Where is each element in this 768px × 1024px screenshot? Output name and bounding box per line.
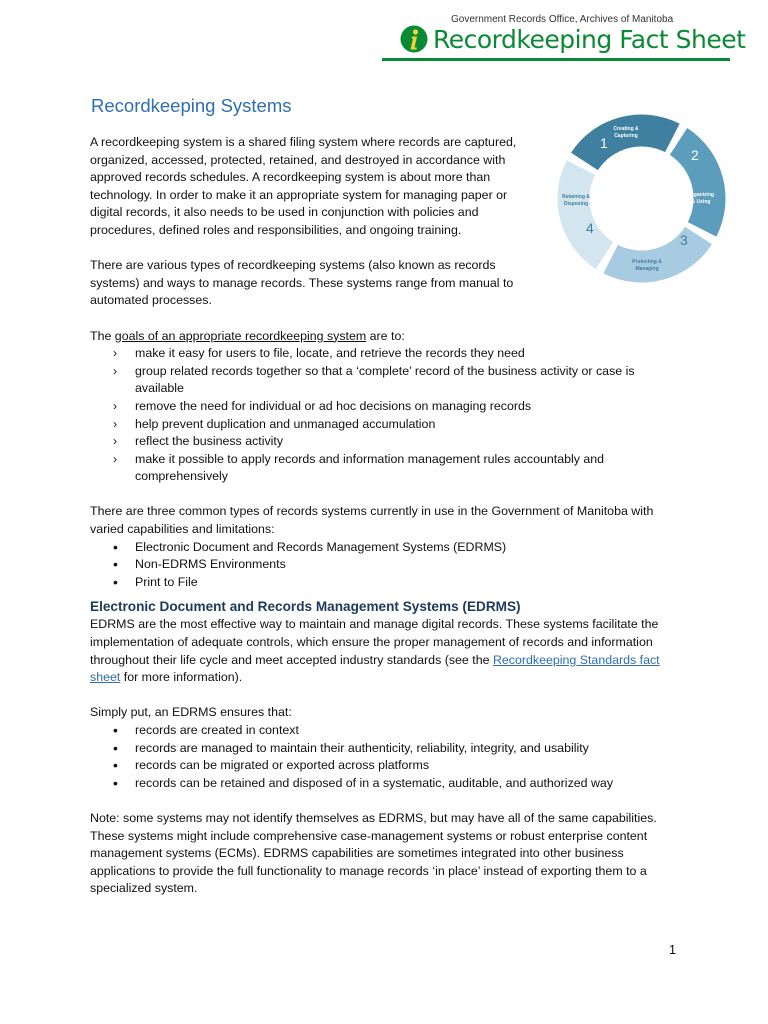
bullet-marker: • — [113, 774, 118, 791]
cycle-label: Organizing — [687, 192, 715, 198]
intro-line: procedures, defined roles and responsibilities, and ongoing training. — [90, 222, 462, 237]
list-item-text: records can be migrated or exported across platforms — [135, 758, 430, 773]
intro-line: technology. In order to make it an appropriate system for managing paper or — [90, 187, 508, 202]
bullet-marker: › — [113, 398, 118, 413]
list-item — [90, 416, 680, 434]
types-line: systems) and ways to manage records. These systems range from manual to — [90, 275, 514, 290]
page-title: Recordkeeping Systems — [91, 95, 292, 116]
list-item-text: help prevent duplication and unmanaged accumulation — [135, 416, 436, 431]
list-item — [90, 398, 680, 416]
list-item — [90, 775, 680, 793]
list-item — [90, 345, 680, 363]
list-item-text: Electronic Document and Records Management Systems (EDRMS) — [135, 539, 507, 554]
list-item-text: make it easy for users to file, locate, and retrieve the records they need — [135, 346, 525, 361]
bullet-marker: › — [113, 363, 118, 378]
intro-line: organized, accessed, protected, retained, and destroyed in accordance with — [90, 152, 506, 167]
goals-link[interactable]: goals of an appropriate recordkeeping system — [114, 328, 367, 343]
types-paragraph — [90, 257, 522, 310]
intro-line: digital records, it also needs to be used in conjunction with policies and — [90, 205, 479, 220]
list-item — [90, 757, 680, 775]
list-item-text: records can be retained and disposed of in a systematic, auditable, and authorized way — [135, 775, 614, 790]
intro-line: approved records schedules. A recordkeeping system is about more than — [90, 170, 491, 185]
info-icon — [399, 24, 429, 54]
list-item-text: records are created in context — [135, 723, 299, 737]
intro-line: A recordkeeping system is a shared filing system where records are captured, — [90, 135, 517, 149]
cycle-number-4: 4 — [586, 220, 594, 236]
list-item — [90, 574, 680, 592]
types-line: There are various types of recordkeeping systems (also known as records — [90, 258, 496, 273]
header-org: Government Records Office, Archives of Manitoba — [451, 14, 674, 25]
document-body — [90, 134, 680, 898]
list-item-text: make it possible to apply records and information management rules accountably and comprehensively — [135, 451, 605, 484]
list-item-text: group related records together so that a ‘complete’ record of the business activity or case is available — [135, 363, 635, 396]
bullet-marker: • — [113, 556, 118, 573]
intro-paragraph — [90, 134, 522, 240]
list-item — [90, 433, 680, 451]
cycle-number-3: 3 — [680, 232, 688, 248]
goals-list — [90, 345, 680, 486]
cycle-label: Managing — [635, 266, 659, 272]
list-item-text: Non-EDRMS Environments — [135, 557, 286, 572]
list-item-text: records are managed to maintain their authenticity, reliability, integrity, and usability — [135, 740, 589, 755]
brand-title: Recordkeeping Fact Sheet — [433, 25, 746, 54]
cycle-label: Disposing — [563, 201, 589, 207]
cycle-label: & Using — [691, 199, 711, 205]
goals-intro: The goals of an appropriate recordkeeping system are to: — [90, 328, 405, 343]
common-types-paragraph: There are three common types of records systems currently in use in the Government of Manitoba with varied capabilities and limitations: — [90, 504, 654, 537]
edrms-paragraph: EDRMS are the most effective way to maintain and manage digital records. These systems facilitate the implementation of adequate controls, which ensure the proper management of records and information throughout their life cycle and meet accepted industry standards (see the Recordkeeping Standards fact sheet for more information). — [90, 617, 660, 685]
bullet-marker: • — [113, 538, 118, 555]
list-item-text: remove the need for individual or ad hoc decisions on managing records — [135, 398, 532, 413]
cycle-label: Capturing — [614, 133, 638, 139]
cycle-number-2: 2 — [691, 147, 699, 163]
cycle-label: Creating & — [613, 126, 639, 132]
list-item-text: reflect the business activity — [135, 434, 284, 449]
bullet-marker: • — [113, 722, 118, 738]
bullet-marker: • — [113, 757, 118, 774]
bullet-marker: › — [113, 434, 118, 449]
bullet-marker: • — [113, 573, 118, 590]
cycle-label: Protecting & — [632, 259, 662, 265]
note-paragraph: Note: some systems may not identify themselves as EDRMS, but may have all of the same capabilities. These systems might include comprehensive case-management systems or robust enterprise content management systems (ECMs). EDRMS capabilities are sometimes integrated into other business applications to provide the full functionality to manage records ‘in place’ instead of exporting them to a specialized system. — [90, 810, 657, 896]
cycle-number-1: 1 — [600, 135, 608, 151]
brand-divider — [382, 58, 730, 61]
list-item — [90, 451, 680, 486]
list-item — [90, 539, 680, 557]
bullet-marker: › — [113, 416, 118, 431]
bullet-marker: • — [113, 739, 118, 756]
cycle-label: Retaining & — [562, 194, 590, 200]
bullet-marker: › — [113, 346, 118, 361]
page-number: 1 — [669, 943, 676, 957]
bullet-marker: › — [113, 451, 118, 466]
common-types-list — [90, 539, 680, 592]
list-item-text: Print to File — [135, 574, 198, 589]
types-line: automated processes. — [90, 293, 212, 308]
list-item — [90, 556, 680, 574]
edrms-heading: Electronic Document and Records Management Systems (EDRMS) — [90, 599, 521, 615]
list-item — [90, 363, 680, 398]
simply-put-text: Simply put, an EDRMS ensures that: — [90, 705, 292, 720]
list-item — [90, 740, 680, 758]
recordkeeping-standards-link[interactable]: Recordkeeping Standards fact sheet — [90, 652, 660, 685]
list-item — [90, 722, 680, 740]
edrms-list — [90, 722, 680, 792]
